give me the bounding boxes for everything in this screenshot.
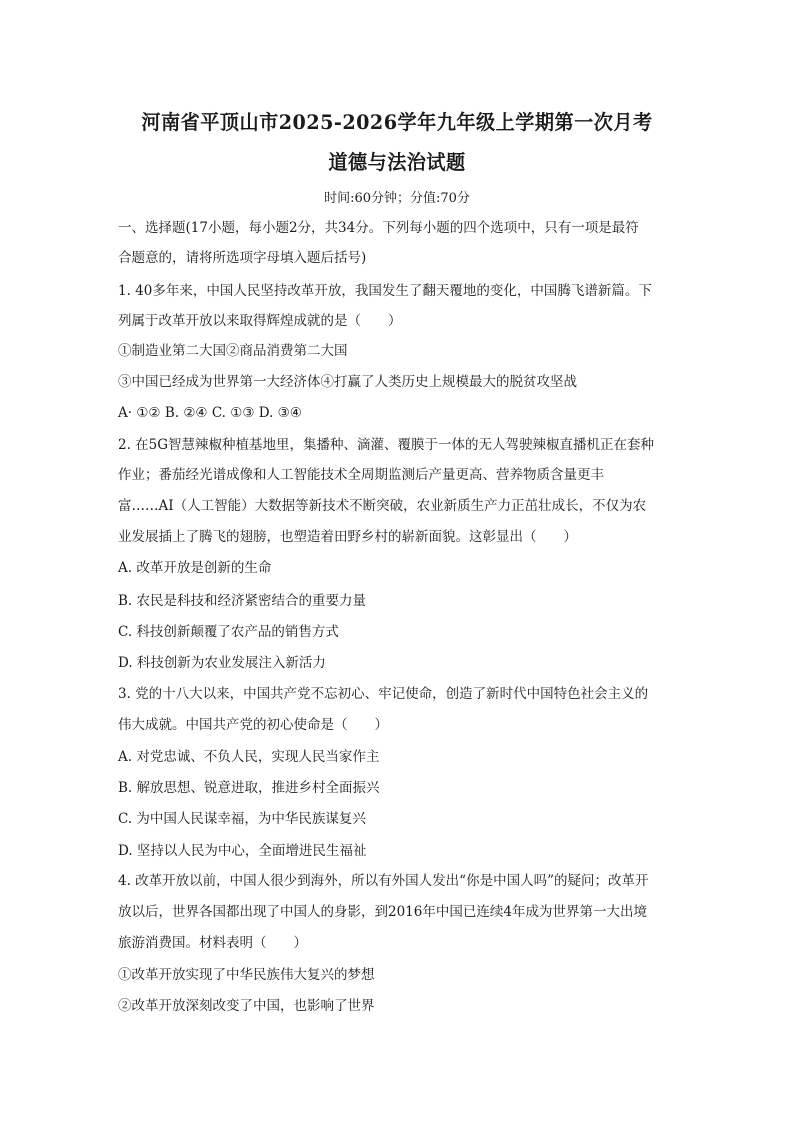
exam-title: 河南省平顶山市2025-2026学年九年级上学期第一次月考 [141, 110, 653, 134]
question-1-statement: ③中国已经成为世界第一大经济体④打赢了人类历史上规模最大的脱贫攻坚战 [118, 374, 577, 390]
question-2-stem: 作业；番茄经光谱成像和人工智能技术全周期监测后产量更高、营养物质含量更丰 [118, 467, 604, 483]
question-4-stem: 4. 改革开放以前，中国人很少到海外，所以有外国人发出“你是中国人吗”的疑问；改革开 [118, 873, 649, 889]
question-2-option: D. 科技创新为农业发展注入新活力 [118, 655, 326, 671]
question-1-statement: ①制造业第二大国②商品消费第二大国 [118, 343, 348, 359]
question-4-statement: ②改革开放深刻改变了中国，也影响了世界 [118, 998, 375, 1014]
question-2-option: B. 农民是科技和经济紧密结合的重要力量 [118, 593, 367, 609]
question-4-stem: 旅游消费国。材料表明（ ） [118, 935, 307, 951]
question-3-stem: 伟大成就。中国共产党的初心使命是（ ） [118, 717, 388, 733]
question-1-stem: 列属于改革开放以来取得辉煌成就的是（ ） [118, 313, 402, 329]
question-3-option: B. 解放思想、锐意进取，推进乡村全面振兴 [118, 780, 380, 796]
question-2-stem: 业发展插上了腾飞的翅膀，也塑造着田野乡村的崭新面貌。这彰显出（ ） [118, 529, 577, 545]
question-2-option: C. 科技创新颠覆了农产品的销售方式 [118, 624, 339, 640]
question-1-options: A· ①② B. ②④ C. ①③ D. ③④ [118, 405, 302, 421]
question-2-stem: 富……AI（人工智能）大数据等新技术不断突破，农业新质生产力正茁壮成长，不仅为农 [118, 498, 647, 514]
question-2-option: A. 改革开放是创新的生命 [118, 560, 272, 576]
question-4-stem: 放以后，世界各国都出现了中国人的身影，到2016年中国已连续4年成为世界第一大出境 [118, 904, 647, 920]
exam-info: 时间:60分钟；分值:70分 [324, 191, 470, 206]
question-3-option: C. 为中国人民谋幸福，为中华民族谋复兴 [118, 811, 366, 827]
question-3-option: D. 坚持以人民为中心，全面增进民生福祉 [118, 843, 367, 859]
question-3-stem: 3. 党的十八大以来，中国共产党不忘初心、牢记使命，创造了新时代中国特色社会主义的 [118, 686, 649, 702]
question-2-stem: 2. 在5G智慧辣椒种植基地里，集播种、滴灌、覆膜于一体的无人驾驶辣椒直播机正在套种 [118, 437, 655, 453]
question-1-stem: 1. 40多年来，中国人民坚持改革开放，我国发生了翻天覆地的变化，中国腾飞谱新篇。下 [118, 283, 652, 299]
question-3-option: A. 对党忠诚、不负人民，实现人民当家作主 [118, 749, 380, 765]
section-header-line: 一、选择题(17小题，每小题2分，共34分。下列每小题的四个选项中，只有一项是最符 [118, 220, 639, 236]
section-header-line: 合题意的，请将所选项字母填入题后括号) [118, 250, 367, 266]
exam-subject-title: 道德与法治试题 [328, 150, 466, 174]
question-4-statement: ①改革开放实现了中华民族伟大复兴的梦想 [118, 967, 375, 983]
